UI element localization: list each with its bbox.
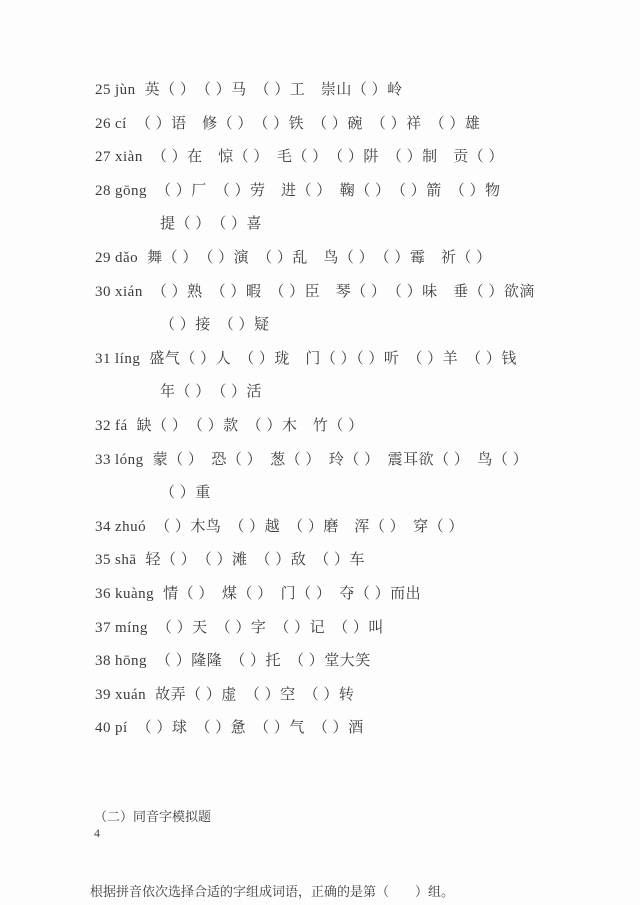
item-text: 缺（ ） （ ）款 （ ）木 竹（ ） xyxy=(136,417,364,434)
item-number: 33 xyxy=(95,451,111,468)
item-pinyin: xián xyxy=(115,283,143,300)
item-pinyin: lóng xyxy=(115,451,144,468)
item-pinyin: zhuó xyxy=(115,518,147,535)
item-pinyin: fá xyxy=(115,417,128,434)
item-text: 情（ ） 煤（ ） 门（ ） 夺（ ）而出 xyxy=(163,585,422,602)
item-text: （ ）接 （ ）疑 xyxy=(160,317,270,334)
item-number: 39 xyxy=(95,686,111,703)
item-number: 40 xyxy=(95,720,111,737)
item-number: 37 xyxy=(95,619,111,636)
item-number: 26 xyxy=(95,115,111,132)
homophone-exercise-list xyxy=(95,74,565,746)
item-pinyin: xuán xyxy=(115,686,147,703)
exercise-line-40 xyxy=(95,712,565,746)
exercise-line-39 xyxy=(95,679,565,713)
item-number: 31 xyxy=(95,350,111,367)
exercise-line-34 xyxy=(95,511,565,545)
exercise-line-33-continuation xyxy=(95,477,565,511)
item-pinyin: líng xyxy=(115,350,141,367)
item-text: 舞（ ） （ ）演 （ ）乱 鸟（ ） （ ）霉 祈（ ） xyxy=(147,249,492,266)
exercise-line-32 xyxy=(95,410,565,444)
exercise-line-29 xyxy=(95,242,565,276)
item-number: 34 xyxy=(95,518,111,535)
item-pinyin: míng xyxy=(115,619,148,636)
exercise-line-37 xyxy=(95,612,565,646)
item-number: 29 xyxy=(95,249,111,266)
exercise-line-28-continuation xyxy=(95,208,565,242)
item-number: 30 xyxy=(95,283,111,300)
exercise-line-36 xyxy=(95,578,565,612)
item-text: 轻（ ） （ ）滩 （ ）敌 （ ）车 xyxy=(145,552,366,569)
item-pinyin: dǎo xyxy=(115,249,139,266)
item-text: 英（ ） （ ）马 （ ）工 崇山（ ）岭 xyxy=(144,82,403,98)
page-number: 4 xyxy=(94,826,100,840)
item-text: 蒙（ ） 恐（ ） 葱（ ） 玲（ ） 震耳欲（ ） 鸟（ ） xyxy=(152,451,529,468)
item-text: （ ）木鸟 （ ）越 （ ）磨 浑（ ） 穿（ ） xyxy=(155,518,464,535)
item-text: （ ）熟 （ ）暇 （ ）臣 琴（ ） （ ）味 垂（ ）欲滴 xyxy=(151,283,535,300)
item-pinyin: jùn xyxy=(115,82,136,98)
item-pinyin: pí xyxy=(115,720,128,737)
item-text: 盛气（ ）人 （ ）珑 门（ ）（ ）听 （ ）羊 （ ）钱 xyxy=(149,350,517,367)
exercise-line-33 xyxy=(95,444,565,478)
item-text: （ ）语 修（ ） （ ）铁 （ ）碗 （ ）祥 （ ）雄 xyxy=(135,115,481,132)
item-pinyin: gōng xyxy=(115,182,147,199)
exercise-line-25 xyxy=(95,74,565,108)
exercise-line-31 xyxy=(95,343,565,377)
item-text: 提（ ） （ ）喜 xyxy=(160,216,263,233)
exercise-line-30 xyxy=(95,276,565,310)
item-number: 28 xyxy=(95,182,111,199)
item-pinyin: xiàn xyxy=(115,149,143,166)
item-number: 38 xyxy=(95,653,111,670)
exercise-line-30-continuation xyxy=(95,309,565,343)
item-pinyin: kuàng xyxy=(115,585,155,602)
item-text: （ ）天 （ ）字 （ ）记 （ ）叫 xyxy=(156,619,384,636)
exercise-line-26 xyxy=(95,108,565,142)
item-number: 25 xyxy=(95,82,111,98)
item-number: 35 xyxy=(95,552,111,569)
item-pinyin: cí xyxy=(115,115,127,132)
item-number: 32 xyxy=(95,417,111,434)
section-two xyxy=(90,754,560,905)
item-text: 故弄（ ）虚 （ ）空 （ ）转 xyxy=(155,686,355,703)
item-text: （ ）重 xyxy=(160,485,211,502)
exercise-line-31-continuation xyxy=(95,376,565,410)
exercise-line-35 xyxy=(95,544,565,578)
item-text: （ ）厂 （ ）劳 进（ ） 鞠（ ） （ ）箭 （ ）物 xyxy=(156,182,501,199)
section-instruction: 根据拼音依次选择合适的字组成词语，正确的是第（ ）组。 xyxy=(90,884,455,899)
item-pinyin: hōng xyxy=(115,653,147,670)
item-text: 年（ ） （ ）活 xyxy=(160,384,263,401)
exercise-line-27 xyxy=(95,141,565,175)
item-number: 27 xyxy=(95,149,111,166)
item-text: （ ）球 （ ）惫 （ ）气 （ ）酒 xyxy=(136,720,364,737)
item-text: （ ）在 惊（ ） 毛（ ） （ ）阱 （ ）制 贡（ ） xyxy=(151,149,504,166)
exercise-line-38 xyxy=(95,645,565,679)
item-pinyin: shā xyxy=(115,552,137,569)
item-number: 36 xyxy=(95,585,111,602)
section-heading: （二）同音字模拟题 xyxy=(94,809,212,824)
exercise-line-28 xyxy=(95,175,565,209)
item-text: （ ）隆隆 （ ）托 （ ）堂大笑 xyxy=(156,653,371,670)
